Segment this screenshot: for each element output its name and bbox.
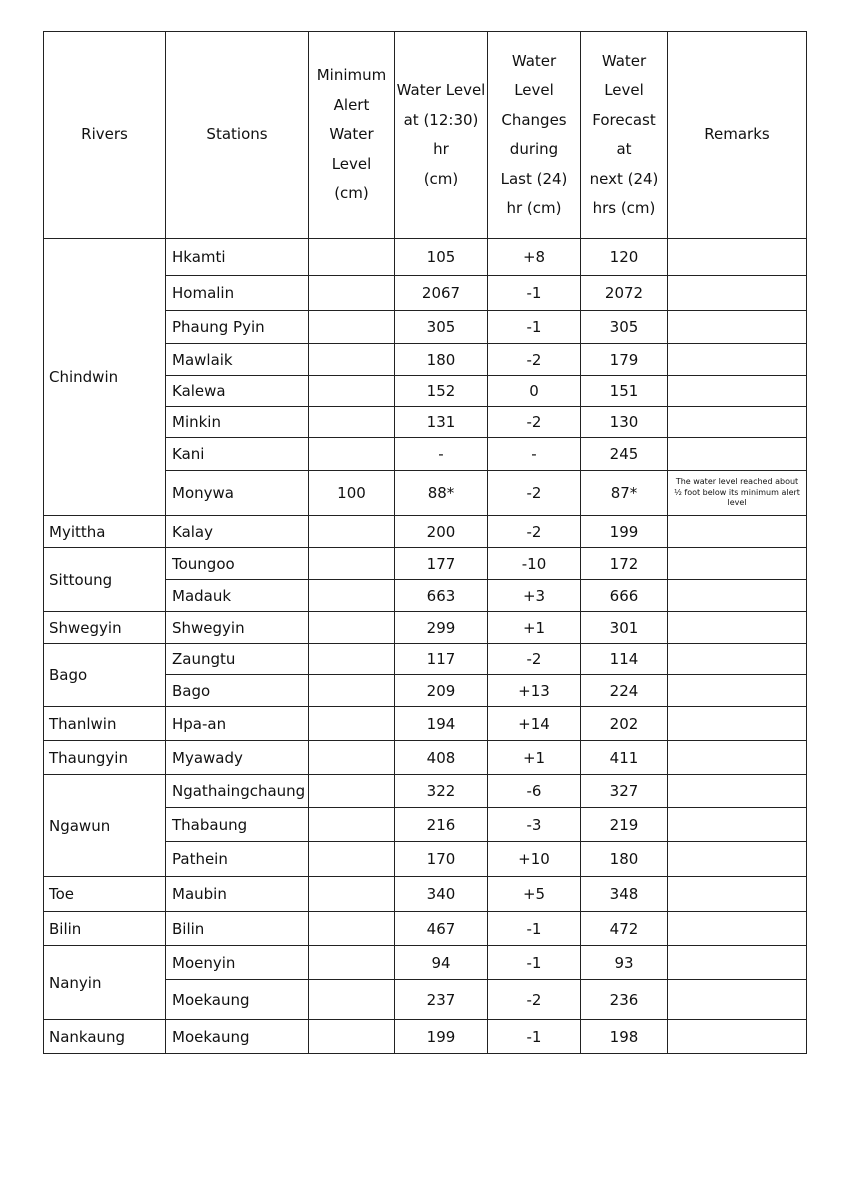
remarks-cell [668, 707, 807, 741]
table-row [44, 912, 807, 946]
remarks-cell [668, 675, 807, 707]
header-forecast [581, 32, 668, 239]
header-stations: Stations [166, 32, 309, 239]
header-line: (cm) [334, 184, 369, 203]
station-name: Toungoo [166, 548, 309, 580]
level-forecast: 120 [581, 239, 668, 276]
river-name: Nanyin [44, 946, 166, 1020]
level-forecast: 348 [581, 877, 668, 912]
table-row [44, 644, 807, 675]
remarks-cell [668, 516, 807, 548]
station-name: Hkamti [166, 239, 309, 276]
level-forecast: 411 [581, 741, 668, 775]
level-change: +13 [488, 675, 581, 707]
level-change: -2 [488, 644, 581, 675]
water-level: 467 [395, 912, 488, 946]
remarks-cell [668, 644, 807, 675]
level-change: -2 [488, 516, 581, 548]
river-name: Bago [44, 644, 166, 707]
level-change: +8 [488, 239, 581, 276]
table-row [44, 548, 807, 580]
level-change: +14 [488, 707, 581, 741]
table-row [44, 946, 807, 980]
station-name: Myawady [166, 741, 309, 775]
river-name: Thanlwin [44, 707, 166, 741]
station-name: Minkin [166, 407, 309, 438]
water-level: 117 [395, 644, 488, 675]
min-alert-level [309, 980, 395, 1020]
table-row [44, 775, 807, 808]
min-alert-level [309, 239, 395, 276]
river-name: Bilin [44, 912, 166, 946]
level-forecast: 199 [581, 516, 668, 548]
water-level: 94 [395, 946, 488, 980]
river-name: Sittoung [44, 548, 166, 612]
station-name: Kalewa [166, 376, 309, 407]
header-line: hr (cm) [506, 199, 562, 217]
remarks-cell [668, 808, 807, 842]
water-level: 305 [395, 311, 488, 344]
station-name: Kani [166, 438, 309, 471]
level-change: -10 [488, 548, 581, 580]
level-forecast: 236 [581, 980, 668, 1020]
remarks-cell [668, 376, 807, 407]
min-alert-level [309, 842, 395, 877]
header-remarks: Remarks [668, 32, 807, 239]
header-rivers: Rivers [44, 32, 166, 239]
min-alert-level [309, 644, 395, 675]
station-name: Hpa-an [166, 707, 309, 741]
river-name: Ngawun [44, 775, 166, 877]
water-level: 408 [395, 741, 488, 775]
station-name: Phaung Pyin [166, 311, 309, 344]
header-line: next (24) [589, 169, 659, 188]
station-name: Zaungtu [166, 644, 309, 675]
table-body [44, 239, 807, 1054]
remarks-cell [668, 946, 807, 980]
level-change: +1 [488, 741, 581, 775]
level-forecast: 151 [581, 376, 668, 407]
min-alert-level [309, 344, 395, 376]
station-name: Pathein [166, 842, 309, 877]
header-line: Minimum [316, 66, 387, 85]
header-line: at [616, 140, 632, 158]
level-change: -1 [488, 1020, 581, 1054]
level-forecast: 180 [581, 842, 668, 877]
header-line: hrs (cm) [592, 199, 656, 217]
header-line: Forecast [592, 110, 656, 129]
min-alert-level [309, 877, 395, 912]
header-min-alert [309, 32, 395, 239]
min-alert-level [309, 675, 395, 707]
remarks-cell [668, 775, 807, 808]
min-alert-level [309, 438, 395, 471]
level-change: -1 [488, 946, 581, 980]
header-line: Level [331, 154, 372, 173]
station-name: Bago [166, 675, 309, 707]
level-forecast: 87* [581, 471, 668, 516]
level-change: - [488, 438, 581, 471]
remarks-cell: The water level reached about ½ foot below its minimum alert level [668, 471, 807, 516]
min-alert-level: 100 [309, 471, 395, 516]
remarks-cell [668, 1020, 807, 1054]
level-forecast: 130 [581, 407, 668, 438]
min-alert-level [309, 548, 395, 580]
table-row [44, 741, 807, 775]
station-name: Kalay [166, 516, 309, 548]
water-level: 299 [395, 612, 488, 644]
level-change: 0 [488, 376, 581, 407]
table-row [44, 1020, 807, 1054]
level-forecast: 219 [581, 808, 668, 842]
remarks-cell [668, 912, 807, 946]
station-name: Monywa [166, 471, 309, 516]
header-line: Water [601, 51, 647, 70]
level-forecast: 198 [581, 1020, 668, 1054]
header-water-level [395, 32, 488, 239]
river-name: Chindwin [44, 239, 166, 516]
remarks-cell [668, 580, 807, 612]
header-line: Last (24) [500, 169, 568, 188]
station-name: Homalin [166, 276, 309, 311]
level-forecast: 179 [581, 344, 668, 376]
water-level: 199 [395, 1020, 488, 1054]
min-alert-level [309, 580, 395, 612]
station-name: Moekaung [166, 1020, 309, 1054]
header-line: Water Level [396, 81, 486, 99]
station-name: Shwegyin [166, 612, 309, 644]
level-forecast: 2072 [581, 276, 668, 311]
min-alert-level [309, 1020, 395, 1054]
header-line: Alert Water [329, 95, 374, 144]
level-change: +10 [488, 842, 581, 877]
level-forecast: 114 [581, 644, 668, 675]
water-level: 2067 [395, 276, 488, 311]
remarks-cell [668, 877, 807, 912]
min-alert-level [309, 612, 395, 644]
water-level: 216 [395, 808, 488, 842]
table-row [44, 516, 807, 548]
level-forecast: 472 [581, 912, 668, 946]
remarks-cell [668, 741, 807, 775]
station-name: Madauk [166, 580, 309, 612]
header-line: Changes [501, 110, 567, 129]
level-change: -2 [488, 980, 581, 1020]
water-level: 209 [395, 675, 488, 707]
water-level: 131 [395, 407, 488, 438]
min-alert-level [309, 946, 395, 980]
remarks-cell [668, 239, 807, 276]
min-alert-level [309, 276, 395, 311]
water-level: - [395, 438, 488, 471]
river-name: Thaungyin [44, 741, 166, 775]
min-alert-level [309, 741, 395, 775]
header-line: during [509, 140, 559, 158]
min-alert-level [309, 912, 395, 946]
river-name: Myittha [44, 516, 166, 548]
table-row [44, 877, 807, 912]
level-forecast: 93 [581, 946, 668, 980]
water-level: 663 [395, 580, 488, 612]
level-change: -1 [488, 276, 581, 311]
header-line: (cm) [423, 169, 459, 188]
station-name: Ngathaingchaung [166, 775, 309, 808]
level-forecast: 202 [581, 707, 668, 741]
station-name: Mawlaik [166, 344, 309, 376]
level-forecast: 666 [581, 580, 668, 612]
level-change: -2 [488, 344, 581, 376]
level-change: +3 [488, 580, 581, 612]
station-name: Thabaung [166, 808, 309, 842]
station-name: Moekaung [166, 980, 309, 1020]
remarks-cell [668, 276, 807, 311]
station-name: Maubin [166, 877, 309, 912]
station-name: Moenyin [166, 946, 309, 980]
header-changes [488, 32, 581, 239]
level-forecast: 301 [581, 612, 668, 644]
level-forecast: 327 [581, 775, 668, 808]
river-name: Nankaung [44, 1020, 166, 1054]
min-alert-level [309, 516, 395, 548]
level-forecast: 224 [581, 675, 668, 707]
min-alert-level [309, 311, 395, 344]
water-level: 152 [395, 376, 488, 407]
level-forecast: 245 [581, 438, 668, 471]
header-line: at (12:30) hr [403, 110, 479, 158]
level-change: -1 [488, 912, 581, 946]
water-level: 180 [395, 344, 488, 376]
header-row [44, 32, 807, 239]
level-change: -1 [488, 311, 581, 344]
min-alert-level [309, 407, 395, 438]
level-forecast: 305 [581, 311, 668, 344]
level-forecast: 172 [581, 548, 668, 580]
remarks-cell [668, 612, 807, 644]
table-row [44, 239, 807, 276]
water-level: 170 [395, 842, 488, 877]
header-line: Water [511, 51, 557, 70]
water-level: 194 [395, 707, 488, 741]
water-level: 88* [395, 471, 488, 516]
level-change: -6 [488, 775, 581, 808]
level-change: +5 [488, 877, 581, 912]
table-row [44, 707, 807, 741]
station-name: Bilin [166, 912, 309, 946]
water-level: 237 [395, 980, 488, 1020]
min-alert-level [309, 376, 395, 407]
water-level: 322 [395, 775, 488, 808]
river-name: Shwegyin [44, 612, 166, 644]
level-change: -3 [488, 808, 581, 842]
water-level: 105 [395, 239, 488, 276]
remarks-cell [668, 980, 807, 1020]
remarks-cell [668, 842, 807, 877]
remarks-cell [668, 548, 807, 580]
remarks-cell [668, 311, 807, 344]
water-level: 340 [395, 877, 488, 912]
water-level: 177 [395, 548, 488, 580]
remarks-cell [668, 438, 807, 471]
header-line: Level [604, 81, 644, 99]
level-change: -2 [488, 407, 581, 438]
water-level: 200 [395, 516, 488, 548]
level-change: +1 [488, 612, 581, 644]
min-alert-level [309, 707, 395, 741]
river-name: Toe [44, 877, 166, 912]
min-alert-level [309, 775, 395, 808]
min-alert-level [309, 808, 395, 842]
water-level-table [43, 31, 807, 1054]
remarks-cell [668, 407, 807, 438]
level-change: -2 [488, 471, 581, 516]
header-line: Level [514, 81, 554, 99]
table-row [44, 612, 807, 644]
remarks-cell [668, 344, 807, 376]
